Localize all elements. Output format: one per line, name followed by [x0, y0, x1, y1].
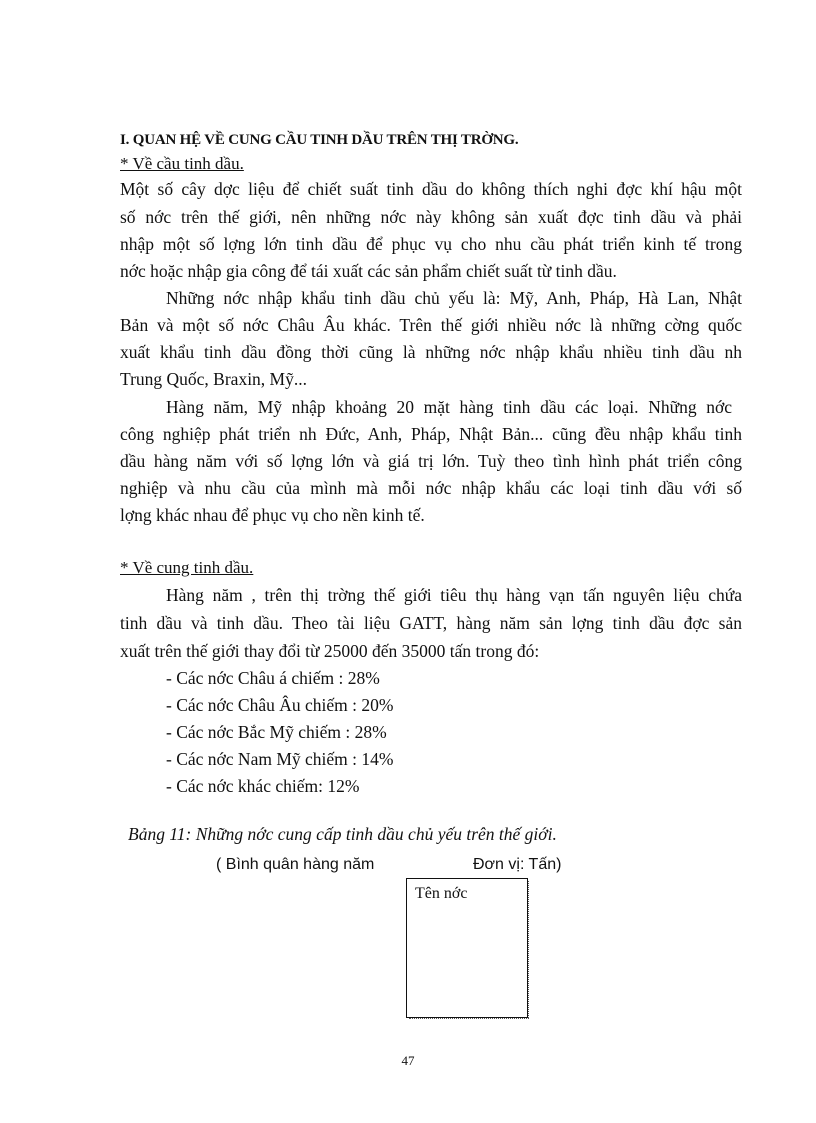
demand-p3-line: lợng khác nhau để phục vụ cho nền kinh tế.: [120, 505, 425, 525]
table-border-shadow: [528, 881, 530, 1018]
demand-p2-line: Bản và một số nớc Châu Âu khác. Trên thế giới nhiều nớc là những cờng quốc: [120, 315, 742, 335]
table-border-shadow: [409, 1018, 529, 1020]
supply-subheading: * Về cung tinh dầu.: [120, 558, 254, 577]
demand-p3-line: nghiệp và nhu cầu của mình mà mỗi nớc nhập khẩu các loại tinh dầu với số: [120, 478, 742, 498]
supply-p1-line: xuất trên thế giới thay đổi từ 25000 đến 35000 tấn trong đó:: [120, 641, 540, 661]
table-caption: Bảng 11: Những nớc cung cấp tinh dầu chủ yếu trên thế giới.: [128, 824, 557, 844]
section-heading: I. QUAN HỆ VỀ CUNG CẦU TINH DẦU TRÊN THỊ TRỜNG.: [120, 132, 519, 148]
table-note-unit: Đơn vị: Tấn): [473, 856, 562, 873]
demand-p1-line: nhập một số lợng lớn tinh dầu để phục vụ cho nhu cầu phát triển kinh tế trong: [120, 234, 742, 254]
share-list-item: - Các nớc khác chiếm: 12%: [166, 776, 360, 796]
supplier-table: [406, 878, 528, 1018]
table-column-header-country: Tên nớc: [415, 885, 468, 902]
page-number: 47: [401, 1053, 415, 1068]
demand-p3-line: Hàng năm, Mỹ nhập khoảng 20 mặt hàng tinh dầu các loại. Những nớc: [166, 397, 732, 417]
supply-p1-line: tinh dầu và tinh dầu. Theo tài liệu GATT, hàng năm sản lợng tinh dầu đợc sản: [120, 613, 742, 633]
demand-p1-line: số nớc trên thế giới, nên những nớc này không sản xuất đợc tinh dầu và phải: [120, 207, 742, 227]
share-list-item: - Các nớc Bắc Mỹ chiếm : 28%: [166, 722, 387, 742]
table-note-average: ( Bình quân hàng năm: [216, 856, 375, 873]
demand-p1-line: nớc hoặc nhập gia công để tái xuất các sản phẩm chiết suất từ tinh dầu.: [120, 261, 617, 281]
supply-p1-line: Hàng năm , trên thị trờng thế giới tiêu thụ hàng vạn tấn nguyên liệu chứa: [166, 585, 742, 605]
demand-p3-line: công nghiệp phát triển nh Đức, Anh, Pháp, Nhật Bản... cũng đều nhập khẩu tinh: [120, 424, 742, 444]
demand-p2-line: Những nớc nhập khẩu tinh dầu chủ yếu là: Mỹ, Anh, Pháp, Hà Lan, Nhật: [166, 288, 742, 308]
share-list-item: - Các nớc Châu Âu chiếm : 20%: [166, 695, 394, 715]
demand-p1-line: Một số cây dợc liệu để chiết suất tinh dầu do không thích nghi đợc khí hậu một: [120, 179, 742, 199]
demand-p2-line: xuất khẩu tinh dầu đồng thời cũng là những nớc nhập khẩu nhiều tinh dầu nh: [120, 342, 742, 362]
share-list-item: - Các nớc Nam Mỹ chiếm : 14%: [166, 749, 394, 769]
demand-p3-line: dầu hàng năm với số lợng lớn và giá trị lớn. Tuỳ theo tình hình phát triển công: [120, 451, 742, 471]
share-list-item: - Các nớc Châu á chiếm : 28%: [166, 668, 380, 688]
demand-subheading: * Về cầu tinh dầu.: [120, 154, 244, 173]
demand-p2-line: Trung Quốc, Braxin, Mỹ...: [120, 369, 307, 389]
